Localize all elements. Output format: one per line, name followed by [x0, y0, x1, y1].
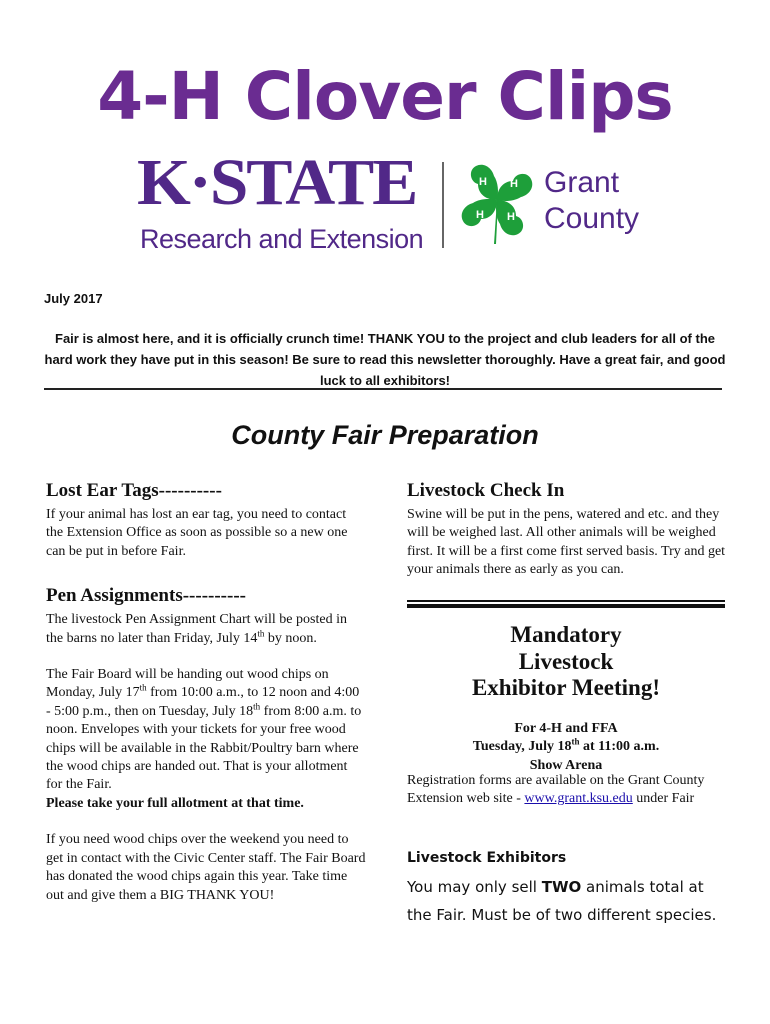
kstate-logo: K·STATE — [137, 146, 417, 219]
clover-h-1: H — [479, 176, 487, 188]
county-line-1: Grant — [544, 166, 620, 199]
intro-text: Fair is almost here, and it is officially crunch time! THANK YOU to the project and club leaders for all of the hard work they have put in this season! Be sure to read this newsletter thoroughly. Have a great fair, and good luck to all exhibitors! — [44, 331, 726, 388]
research-extension-label: Research and Extension — [140, 224, 424, 254]
wood-chips-text: The Fair Board will be handing out wood chips on Monday, July 17th from 10:00 a.m., to 12 noon and 4:00 - 5:00 p.m., then on Tuesday, July 18th from 8:00 a.m. to noon. Envelopes with your tickets for your free wood chips will be available in the Rabbit/Poultry barn where the wood chips are handed out. That is your allotment for the Fair. Please take your full allotment at that time. — [46, 667, 362, 811]
meeting-line-1: Mandatory — [510, 622, 622, 647]
meeting-place: Show Arena — [529, 757, 603, 773]
weekend-wood-chips-text: If you need wood chips over the weekend you need to get in contact with the Civic Center staff. The Fair Board has donated the wood chips again this year. Take time out and give them a BIG THANK YOU! — [46, 832, 366, 903]
livestock-exhibitors-heading: Livestock Exhibitors — [407, 850, 567, 866]
clover-h-2: H — [510, 178, 518, 190]
pen-assignments-heading: Pen Assignments---------- — [46, 585, 246, 607]
left-column — [46, 480, 366, 905]
livestock-exhibitors-text: You may only sell TWO animals total at the Fair. Must be of two different species. — [407, 878, 717, 924]
section-title: County Fair Preparation — [231, 420, 539, 450]
meeting-line-2: Livestock — [518, 648, 614, 674]
county-label — [544, 165, 639, 237]
issue-date: July 2017 — [44, 291, 103, 306]
meeting-date: Tuesday, July 18th at 11:00 a.m. — [472, 736, 660, 755]
check-in-text: Swine will be put in the pens, watered and etc. and they will be weighed last. All other animals will be weighed first. It will be a first come first served basis. Try and get your animals there as early as you can. — [407, 507, 726, 578]
meeting-details — [407, 720, 725, 775]
ear-tags-text: If your animal has lost an ear tag, you need to contact the Extension Office as soon as possible so a new one can be put in before Fair. — [46, 507, 348, 559]
header-rule — [44, 388, 722, 390]
clover-h-4: H — [476, 209, 484, 221]
meeting-audience: For 4-H and FFA — [514, 721, 618, 736]
right-column — [407, 480, 727, 580]
logo-divider — [442, 162, 444, 248]
grant-ksu-link[interactable]: www.grant.ksu.edu — [524, 791, 633, 807]
county-line-2: County — [544, 202, 640, 235]
meeting-top-rule — [407, 600, 725, 610]
wood-chips-allotment-note: Please take your full allotment at that time. — [46, 795, 304, 811]
pen-assignments-text: The livestock Pen Assignment Chart will be posted in the barns no later than Friday, July 14th by noon. — [46, 612, 347, 646]
4h-clover-icon — [458, 160, 536, 244]
meeting-heading — [407, 622, 725, 702]
registration-text: Registration forms are available on the Grant County Extension web site - www.grant.ksu.edu under Fair — [407, 773, 705, 807]
clover-h-3: H — [507, 211, 515, 223]
ear-tags-heading: Lost Ear Tags---------- — [46, 480, 222, 501]
newsletter-title: 4-H Clover Clips — [97, 58, 673, 135]
check-in-heading: Livestock Check In — [407, 480, 565, 501]
meeting-line-3: Exhibitor Meeting! — [471, 675, 661, 700]
